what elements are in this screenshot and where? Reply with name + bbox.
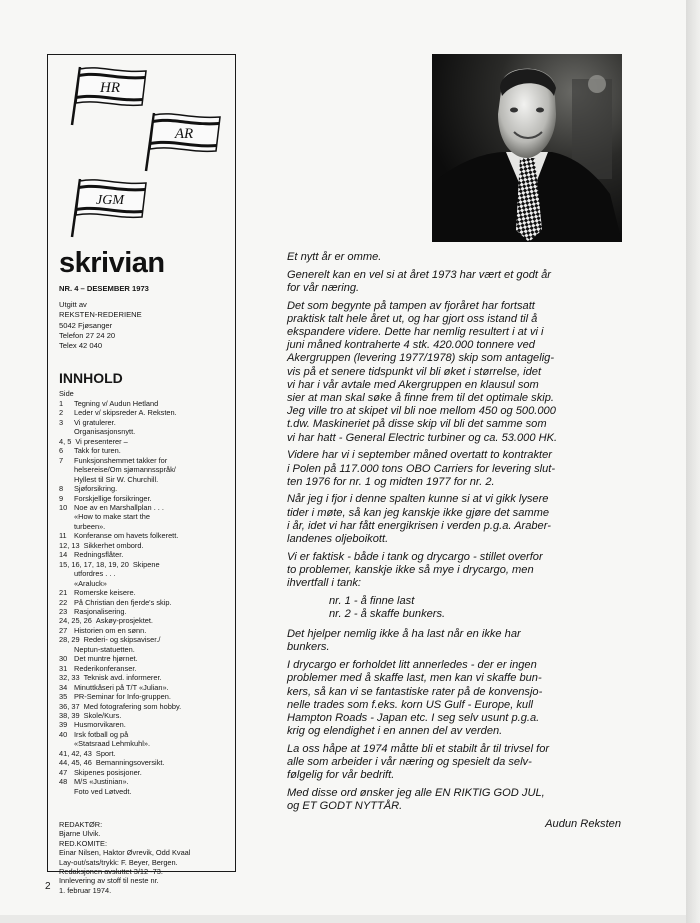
toc-entry-text: turbeen». <box>74 521 106 531</box>
toc-page-number: 47 <box>59 767 68 777</box>
toc-entry-text: «Statsraad Lehmkuhl». <box>74 739 151 749</box>
toc-row <box>59 427 234 436</box>
credits-line: Einar Nilsen, Haktor Øvrevik, Odd Kvaal <box>59 848 191 858</box>
toc-entry-text: «How to make start the <box>74 512 150 522</box>
toc-entry-text: utfordres . . . <box>74 569 116 579</box>
toc-entry-text: Historien om en sønn. <box>74 625 147 635</box>
toc-page-number: 1 <box>59 399 64 408</box>
toc-row <box>59 541 234 550</box>
publisher-line: Utgitt av <box>59 300 87 309</box>
toc-row <box>59 692 234 701</box>
toc-entry-text: Bemanningsoversikt. <box>95 758 165 768</box>
toc-entry-text: Romerske keisere. <box>74 588 136 598</box>
credits-line: 1. februar 1974. <box>59 885 112 895</box>
letter-paragraph: Med disse ord ønsker jeg alle EN RIKTIG GOD JUL, og ET GODT NYTTÅR. <box>287 787 545 813</box>
ar-flag-logo <box>144 111 222 173</box>
toc-entry-text: Leder v/ skipsreder A. Reksten. <box>74 408 177 418</box>
toc-entry-text: Skole/Kurs. <box>83 710 122 720</box>
toc-page-number: 14 <box>59 550 68 560</box>
toc-row <box>59 645 234 654</box>
toc-row <box>59 484 234 493</box>
credits-line: Lay-out/sats/trykk: F. Beyer, Bergen. <box>59 857 178 867</box>
letter-paragraph: Videre har vi i september måned overtatt to kontrakter i Polen på 117.000 tons OBO Carriers for levering slut- ten 1976 for nr. 1 og midten 1977 for nr. 2. <box>287 449 556 488</box>
sidebar-box <box>47 54 236 895</box>
toc-row <box>59 550 234 559</box>
toc-page-number <box>59 569 74 578</box>
toc-row <box>59 465 234 474</box>
table-of-contents <box>59 399 234 796</box>
toc-row <box>59 512 234 521</box>
toc-page-number <box>59 522 74 531</box>
toc-row <box>59 560 234 569</box>
toc-page-number: 24, 25, 26 <box>59 616 92 626</box>
publisher-line: 5042 Fjøsanger <box>59 320 113 330</box>
toc-entry-text: På Christian den fjerde's skip. <box>74 597 172 607</box>
toc-row <box>59 654 234 663</box>
toc-entry-text: Noe av en Marshallplan . . . <box>74 502 164 512</box>
letter-paragraph: Vi er faktisk - både i tank og drycargo - stillet overfor to problemer, kanskje ikke så mye i drycargo, men ihvertfall i tank: <box>287 550 543 590</box>
toc-row <box>59 598 234 607</box>
toc-page-number: 15, 16, 17, 18, 19, 20 <box>59 559 129 569</box>
toc-page-number: 30 <box>59 654 68 664</box>
toc-page-number: 21 <box>59 588 68 598</box>
jgm-flag-logo <box>70 177 148 239</box>
toc-entry-text: PR-Seminar for Info-gruppen. <box>74 692 171 702</box>
issue-number: NR. 4 – DESEMBER 1973 <box>59 284 149 293</box>
toc-entry-text: Hyllest til Sir W. Churchill. <box>74 474 159 484</box>
toc-row <box>59 616 234 625</box>
toc-row <box>59 768 234 777</box>
flag-lettering: JGM <box>96 193 124 208</box>
toc-entry-text: Sjøforsikring. <box>74 484 118 494</box>
toc-entry-text: Redningsflåter. <box>74 550 124 560</box>
toc-entry-text: Tegning v/ Audun Hetland <box>74 399 159 408</box>
toc-row <box>59 475 234 484</box>
toc-page-number: 35 <box>59 692 68 702</box>
toc-page-number: 10 <box>59 502 68 512</box>
toc-page-number <box>59 475 74 484</box>
toc-page-number: 11 <box>59 531 67 541</box>
toc-entry-text: Det muntre hjørnet. <box>74 654 138 664</box>
credits-line: Redaksjonen avsluttet 3/12 -73. <box>59 867 163 877</box>
toc-row <box>59 673 234 682</box>
toc-page-number: 32, 33 <box>59 673 80 683</box>
toc-page-number <box>59 645 74 654</box>
toc-page-number: 36, 37 <box>59 701 80 711</box>
toc-page-number: 8 <box>59 484 64 494</box>
toc-entry-text: Teknisk avd. informerer. <box>83 673 162 683</box>
contents-heading: INNHOLD <box>59 370 123 386</box>
toc-page-number <box>59 512 74 521</box>
toc-page-number <box>59 465 74 474</box>
toc-entry-text: Funksjonshemmet takker for <box>74 455 168 465</box>
editorial-letter <box>287 251 627 831</box>
credits-line: REDAKTØR: <box>59 820 103 829</box>
toc-page-number <box>59 787 74 796</box>
toc-row <box>59 777 234 786</box>
toc-row <box>59 503 234 512</box>
toc-page-number: 27 <box>59 625 68 635</box>
publisher-line: Telex 42 040 <box>59 341 103 351</box>
publisher-line: Telefon 27 24 20 <box>59 330 116 340</box>
page-number: 2 <box>45 881 51 892</box>
toc-page-number <box>59 579 74 588</box>
toc-page-number: 12, 13 <box>59 540 80 550</box>
toc-page-number <box>59 427 74 436</box>
toc-page-number: 22 <box>59 597 68 607</box>
toc-page-number: 6 <box>59 446 64 456</box>
toc-page-number: 38, 39 <box>59 710 80 720</box>
letter-paragraph: I drycargo er forholdet litt annerledes - der er ingen problemer med å skaffe last, men kan vi skaffe bun- kers, så kan vi se fantastiske rater på de konvensjo- nelle trades som f.eks. korn US Gulf - Europe, kull Hampton Roads - Japan etc. I seg selv usunt p.g.a. krig og elendighet i en annen del av verden. <box>287 659 543 738</box>
toc-entry-text: Rederi- og skipsaviser./ <box>83 635 161 645</box>
credits-line: Innlevering av stoff til neste nr. <box>59 876 159 886</box>
toc-page-number: 9 <box>59 493 64 503</box>
toc-page-number: 39 <box>59 720 68 730</box>
toc-entry-text: Sport. <box>95 748 116 758</box>
toc-entry-text: Konferanse om havets folkerett. <box>74 531 179 541</box>
toc-row <box>59 626 234 635</box>
toc-entry-text: Rasjonalisering. <box>74 606 127 616</box>
toc-entry-text: Vi gratulerer. <box>74 417 116 427</box>
contents-page-label: Side <box>59 389 74 398</box>
toc-row <box>59 437 234 446</box>
toc-row <box>59 446 234 455</box>
toc-entry-text: Sikkerhet ombord. <box>83 540 144 550</box>
toc-page-number: 44, 45, 46 <box>59 758 92 768</box>
toc-row <box>59 720 234 729</box>
toc-row <box>59 787 234 796</box>
toc-row <box>59 758 234 767</box>
toc-entry-text: Foto ved Løtvedt. <box>74 786 132 796</box>
toc-entry-text: Askøy-prosjektet. <box>95 616 153 626</box>
letter-paragraph: Det som begynte på tampen av fjoråret har fortsatt praktisk talt hele året ut, og har gjort oss istand til å ekspandere videre. Dette har nemlig resultert i at vi i juni måned kontraherte 4 stk. 420.000 tonnere ved Akergruppen (levering 1977/1978) skip som antagelig- vis på et senere tidspunkt vil bli øket i størrelse, idet vi har i vår avtale med Akergruppen en klausul som sier at man skal søke å finne frem til det optimale skip. Jeg ville tro at skipet vil bli noe mellom 450 og 500.000 t.dw. Maskineriet på disse skip vil bli det samme som vi har hatt - General Electric turbiner og ca. 53.000 HK. <box>287 299 558 444</box>
toc-row <box>59 739 234 748</box>
toc-entry-text: Neptun-statuetten. <box>74 644 135 654</box>
credits-line: RED.KOMITE: <box>59 838 108 848</box>
publisher-info <box>59 300 142 351</box>
hr-flag-logo <box>70 65 148 127</box>
needs-item: nr. 1 - å finne last <box>329 594 415 607</box>
letter-paragraph: Det hjelper nemlig ikke å ha last når en ikke har bunkers. <box>287 628 521 654</box>
toc-page-number: 40 <box>59 729 68 739</box>
magazine-title: skrivian <box>59 247 165 279</box>
toc-page-number: 7 <box>59 455 64 465</box>
portrait-photo <box>432 54 622 242</box>
toc-page-number: 3 <box>59 417 64 427</box>
letter-paragraph: Når jeg i fjor i denne spalten kunne si at vi gikk lysere tider i møte, så kan jeg kanskje ikke gjøre det samme i år, idet vi har fått energikrisen i verden p.g.a. Araber- landenes oljeboikott. <box>287 493 551 546</box>
flag-lettering: HR <box>100 80 120 96</box>
toc-entry-text: Organisasjonsnytt. <box>74 427 136 437</box>
toc-entry-text: Skipenes posisjoner. <box>74 767 142 777</box>
toc-entry-text: «Araluck» <box>74 578 107 588</box>
toc-entry-text: Vi presenterer – <box>75 436 128 446</box>
letter-paragraph: Generelt kan en vel si at året 1973 har vært et godt år for vår næring. <box>287 268 551 294</box>
toc-page-number: 41, 42, 43 <box>59 748 92 758</box>
toc-entry-text: Skipene <box>132 559 160 569</box>
toc-page-number: 23 <box>59 606 68 616</box>
toc-row <box>59 418 234 427</box>
toc-page-number: 4, 5 <box>59 436 72 446</box>
toc-row <box>59 494 234 503</box>
toc-entry-text: Irsk fotball og på <box>74 729 129 739</box>
toc-entry-text: M/S «Justinian». <box>74 777 129 787</box>
toc-entry-text: Forskjellige forsikringer. <box>74 493 152 503</box>
signature: Audun Reksten <box>545 817 621 830</box>
letter-paragraph: La oss håpe at 1974 måtte bli et stabilt år til trivsel for alle som arbeider i vår næring og spesielt da selv- følgelig for vår bedrift. <box>287 742 550 782</box>
toc-row <box>59 408 234 417</box>
toc-row <box>59 607 234 616</box>
page-edge <box>686 0 700 923</box>
toc-entry-text: helsereise/Om sjømannsspråk/ <box>74 465 176 475</box>
letter-paragraph: Et nytt år er omme. <box>287 251 382 263</box>
toc-entry-text: Husmorvikaren. <box>74 720 126 730</box>
toc-row <box>59 399 234 408</box>
toc-row <box>59 531 234 540</box>
toc-row <box>59 579 234 588</box>
toc-row <box>59 730 234 739</box>
toc-row <box>59 635 234 644</box>
needs-list <box>329 595 627 621</box>
flag-lettering: AR <box>174 126 194 142</box>
toc-entry-text: Minuttkåseri på T/T «Julian». <box>74 682 169 692</box>
toc-row <box>59 522 234 531</box>
toc-page-number <box>59 739 74 748</box>
toc-page-number: 28, 29 <box>59 635 80 645</box>
toc-entry-text: Takk for turen. <box>74 446 121 456</box>
toc-entry-text: Rederikonferanser. <box>74 663 137 673</box>
toc-row <box>59 456 234 465</box>
credits-line: Bjarne Ulvik. <box>59 829 101 839</box>
toc-row <box>59 683 234 692</box>
needs-item: nr. 2 - å skaffe bunkers. <box>329 608 446 621</box>
toc-page-number: 31 <box>59 663 68 673</box>
publisher-line: REKSTEN-REDERIENE <box>59 310 142 320</box>
editorial-credits <box>59 820 190 895</box>
toc-row <box>59 664 234 673</box>
toc-row <box>59 749 234 758</box>
toc-row <box>59 711 234 720</box>
toc-row <box>59 569 234 578</box>
toc-row <box>59 702 234 711</box>
toc-row <box>59 588 234 597</box>
toc-entry-text: Med fotografering som hobby. <box>83 701 182 711</box>
toc-page-number: 2 <box>59 408 64 418</box>
toc-page-number: 48 <box>59 777 68 787</box>
toc-page-number: 34 <box>59 682 68 692</box>
